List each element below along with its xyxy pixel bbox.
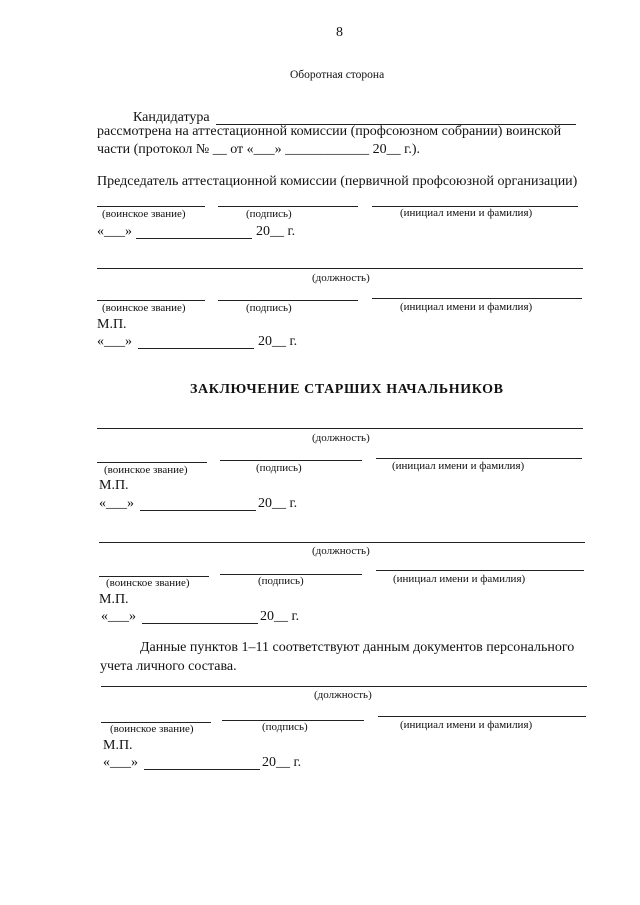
signature-caption: (подпись) xyxy=(262,721,308,733)
personnel-note-line-1: Данные пунктов 1–11 соответствуют данным документов персонального xyxy=(140,640,575,655)
name-caption: (инициал имени и фамилия) xyxy=(400,301,533,313)
stamp-label: М.П. xyxy=(99,478,129,493)
name-line xyxy=(378,716,586,717)
date-year: 20__ г. xyxy=(260,609,300,624)
name-line xyxy=(376,458,582,459)
personnel-note-line-2: учета личного состава. xyxy=(100,659,237,674)
signature-caption: (подпись) xyxy=(246,302,292,314)
date-month-line xyxy=(144,769,260,770)
position-caption: (должность) xyxy=(312,545,370,557)
position-caption: (должность) xyxy=(314,689,372,701)
date-year: 20__ г. xyxy=(262,755,302,770)
position-caption: (должность) xyxy=(312,272,370,284)
position-caption: (должность) xyxy=(312,432,370,444)
signature-caption: (подпись) xyxy=(258,575,304,587)
page-number: 8 xyxy=(336,25,343,40)
name-caption: (инициал имени и фамилия) xyxy=(400,207,533,219)
signature-caption: (подпись) xyxy=(246,208,292,220)
stamp-label: М.П. xyxy=(97,317,127,332)
date-day: «___» xyxy=(97,224,132,239)
candidate-label: Кандидатура xyxy=(133,110,210,125)
rank-line xyxy=(97,300,205,301)
date-day: «___» xyxy=(101,609,136,624)
date-day: «___» xyxy=(99,496,134,511)
chairman-title: Председатель аттестационной комиссии (первичной профсоюзной организации) xyxy=(97,174,578,189)
signature-line xyxy=(220,460,362,461)
date-year: 20__ г. xyxy=(256,224,296,239)
date-day: «___» xyxy=(103,755,138,770)
date-year: 20__ г. xyxy=(258,334,298,349)
date-day: «___» xyxy=(97,334,132,349)
position-line xyxy=(97,268,583,269)
date-month-line xyxy=(136,238,252,239)
date-year: 20__ г. xyxy=(258,496,298,511)
rank-caption: (воинское звание) xyxy=(104,464,188,476)
rank-line xyxy=(97,462,207,463)
rank-line xyxy=(97,206,205,207)
rank-caption: (воинское звание) xyxy=(106,577,190,589)
name-caption: (инициал имени и фамилия) xyxy=(400,719,533,731)
name-line xyxy=(372,298,582,299)
date-month-line xyxy=(138,348,254,349)
rank-caption: (воинское звание) xyxy=(110,723,194,735)
candidate-line-2: рассмотрена на аттестационной комиссии (профсоюзном собрании) воинской xyxy=(97,124,562,139)
signature-line xyxy=(218,300,358,301)
stamp-label: М.П. xyxy=(99,592,129,607)
position-line xyxy=(101,686,587,687)
date-month-line xyxy=(140,510,256,511)
name-caption: (инициал имени и фамилия) xyxy=(392,460,525,472)
date-month-line xyxy=(142,623,258,624)
rank-caption: (воинское звание) xyxy=(102,302,186,314)
page-subtitle: Оборотная сторона xyxy=(290,69,385,81)
name-line xyxy=(376,570,584,571)
signature-caption: (подпись) xyxy=(256,462,302,474)
stamp-label: М.П. xyxy=(103,738,133,753)
signature-line xyxy=(218,206,358,207)
name-caption: (инициал имени и фамилия) xyxy=(393,573,526,585)
rank-caption: (воинское звание) xyxy=(102,208,186,220)
position-line xyxy=(99,542,585,543)
position-line xyxy=(97,428,583,429)
candidate-line-3: части (протокол № __ от «___» ____________ 20__ г.). xyxy=(97,142,420,157)
section-title: ЗАКЛЮЧЕНИЕ СТАРШИХ НАЧАЛЬНИКОВ xyxy=(190,382,504,397)
